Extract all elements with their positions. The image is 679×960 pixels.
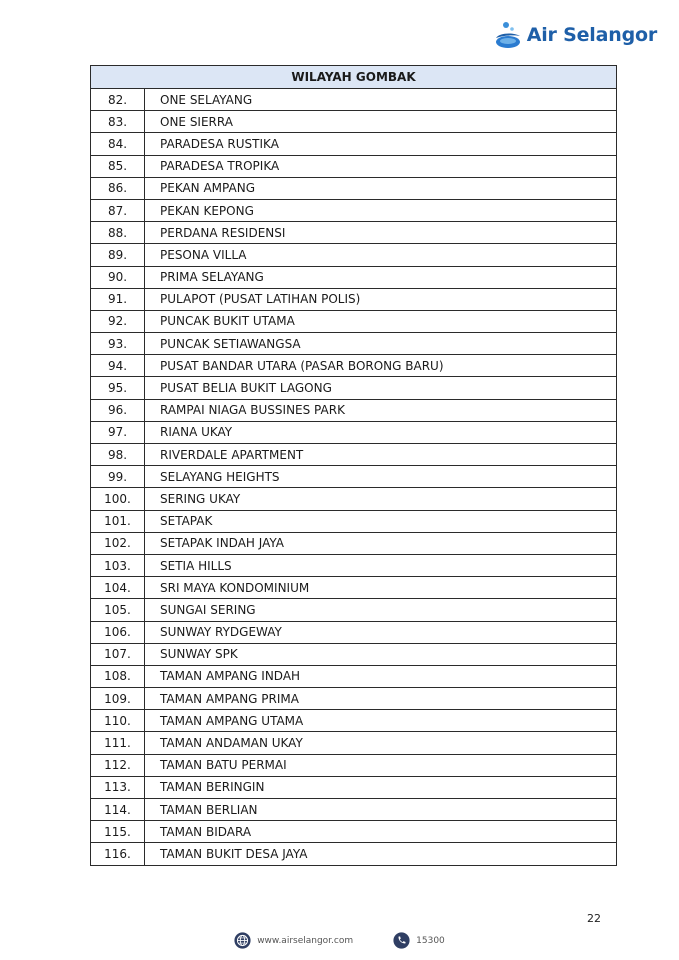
area-name: PUSAT BANDAR UTARA (PASAR BORONG BARU): [145, 355, 617, 377]
area-name: PULAPOT (PUSAT LATIHAN POLIS): [145, 288, 617, 310]
table-row: [91, 133, 617, 155]
row-number: 115.: [91, 821, 145, 843]
table-row: [91, 710, 617, 732]
row-number: 108.: [91, 665, 145, 687]
area-name: TAMAN BERINGIN: [145, 776, 617, 798]
row-number: 102.: [91, 532, 145, 554]
row-number: 96.: [91, 399, 145, 421]
area-name: TAMAN BERLIAN: [145, 799, 617, 821]
area-name: TAMAN BIDARA: [145, 821, 617, 843]
table-row: [91, 266, 617, 288]
table-row: [91, 643, 617, 665]
table-body: [91, 89, 617, 866]
row-number: 100.: [91, 488, 145, 510]
row-number: 105.: [91, 599, 145, 621]
table-row: [91, 821, 617, 843]
area-name: ONE SIERRA: [145, 111, 617, 133]
row-number: 113.: [91, 776, 145, 798]
page-number: 22: [587, 912, 601, 925]
area-name: RAMPAI NIAGA BUSSINES PARK: [145, 399, 617, 421]
table-row: [91, 554, 617, 576]
row-number: 89.: [91, 244, 145, 266]
area-name: PUSAT BELIA BUKIT LAGONG: [145, 377, 617, 399]
table-row: [91, 355, 617, 377]
area-name: PEKAN KEPONG: [145, 199, 617, 221]
row-number: 97.: [91, 421, 145, 443]
area-name: PERDANA RESIDENSI: [145, 222, 617, 244]
area-name: RIANA UKAY: [145, 421, 617, 443]
row-number: 106.: [91, 621, 145, 643]
table-row: [91, 399, 617, 421]
table-row: [91, 732, 617, 754]
row-number: 87.: [91, 199, 145, 221]
area-name: SELAYANG HEIGHTS: [145, 466, 617, 488]
area-name: SETAPAK: [145, 510, 617, 532]
table-header-row: [91, 66, 617, 89]
table-row: [91, 222, 617, 244]
table-row: [91, 754, 617, 776]
row-number: 82.: [91, 89, 145, 111]
row-number: 116.: [91, 843, 145, 865]
row-number: 90.: [91, 266, 145, 288]
row-number: 104.: [91, 577, 145, 599]
table-row: [91, 89, 617, 111]
area-name: TAMAN BATU PERMAI: [145, 754, 617, 776]
table-row: [91, 599, 617, 621]
table-title: WILAYAH GOMBAK: [91, 66, 617, 89]
row-number: 94.: [91, 355, 145, 377]
area-name: SUNGAI SERING: [145, 599, 617, 621]
globe-icon: [234, 932, 251, 949]
table-row: [91, 799, 617, 821]
area-name: PEKAN AMPANG: [145, 177, 617, 199]
table-row: [91, 621, 617, 643]
table-row: [91, 244, 617, 266]
row-number: 109.: [91, 688, 145, 710]
row-number: 98.: [91, 444, 145, 466]
row-number: 112.: [91, 754, 145, 776]
table-row: [91, 177, 617, 199]
row-number: 101.: [91, 510, 145, 532]
table-row: [91, 466, 617, 488]
row-number: 92.: [91, 310, 145, 332]
area-list-table: [90, 65, 617, 866]
area-name: TAMAN BUKIT DESA JAYA: [145, 843, 617, 865]
area-name: TAMAN AMPANG PRIMA: [145, 688, 617, 710]
area-name: PARADESA TROPIKA: [145, 155, 617, 177]
area-name: SUNWAY RYDGEWAY: [145, 621, 617, 643]
table-row: [91, 577, 617, 599]
table-row: [91, 155, 617, 177]
area-name: PUNCAK BUKIT UTAMA: [145, 310, 617, 332]
row-number: 95.: [91, 377, 145, 399]
website-text: www.airselangor.com: [257, 935, 354, 946]
area-name: SERING UKAY: [145, 488, 617, 510]
table-row: [91, 688, 617, 710]
row-number: 110.: [91, 710, 145, 732]
row-number: 88.: [91, 222, 145, 244]
row-number: 107.: [91, 643, 145, 665]
table-row: [91, 843, 617, 865]
brand-logo: [493, 20, 657, 50]
table-row: [91, 488, 617, 510]
area-name: PESONA VILLA: [145, 244, 617, 266]
area-name: PUNCAK SETIAWANGSA: [145, 333, 617, 355]
row-number: 99.: [91, 466, 145, 488]
footer-phone[interactable]: [393, 932, 445, 949]
table-row: [91, 288, 617, 310]
footer: [0, 932, 679, 949]
row-number: 93.: [91, 333, 145, 355]
phone-text: 15300: [416, 935, 445, 946]
table-row: [91, 665, 617, 687]
table-row: [91, 421, 617, 443]
row-number: 114.: [91, 799, 145, 821]
water-drop-logo-icon: [493, 20, 523, 50]
table-row: [91, 310, 617, 332]
area-name: SETAPAK INDAH JAYA: [145, 532, 617, 554]
area-name: RIVERDALE APARTMENT: [145, 444, 617, 466]
row-number: 91.: [91, 288, 145, 310]
area-name: SETIA HILLS: [145, 554, 617, 576]
area-name: SRI MAYA KONDOMINIUM: [145, 577, 617, 599]
area-name: PRIMA SELAYANG: [145, 266, 617, 288]
row-number: 103.: [91, 554, 145, 576]
footer-website[interactable]: [234, 932, 353, 949]
table-row: [91, 333, 617, 355]
area-name: TAMAN ANDAMAN UKAY: [145, 732, 617, 754]
area-name: SUNWAY SPK: [145, 643, 617, 665]
table-row: [91, 111, 617, 133]
row-number: 84.: [91, 133, 145, 155]
table-row: [91, 532, 617, 554]
row-number: 85.: [91, 155, 145, 177]
row-number: 111.: [91, 732, 145, 754]
area-name: ONE SELAYANG: [145, 89, 617, 111]
brand-name: Air Selangor: [526, 24, 657, 46]
phone-icon: [393, 932, 410, 949]
table-row: [91, 377, 617, 399]
row-number: 83.: [91, 111, 145, 133]
table-row: [91, 510, 617, 532]
area-name: TAMAN AMPANG UTAMA: [145, 710, 617, 732]
table-row: [91, 444, 617, 466]
table-row: [91, 776, 617, 798]
area-name: TAMAN AMPANG INDAH: [145, 665, 617, 687]
area-name: PARADESA RUSTIKA: [145, 133, 617, 155]
table-row: [91, 199, 617, 221]
row-number: 86.: [91, 177, 145, 199]
